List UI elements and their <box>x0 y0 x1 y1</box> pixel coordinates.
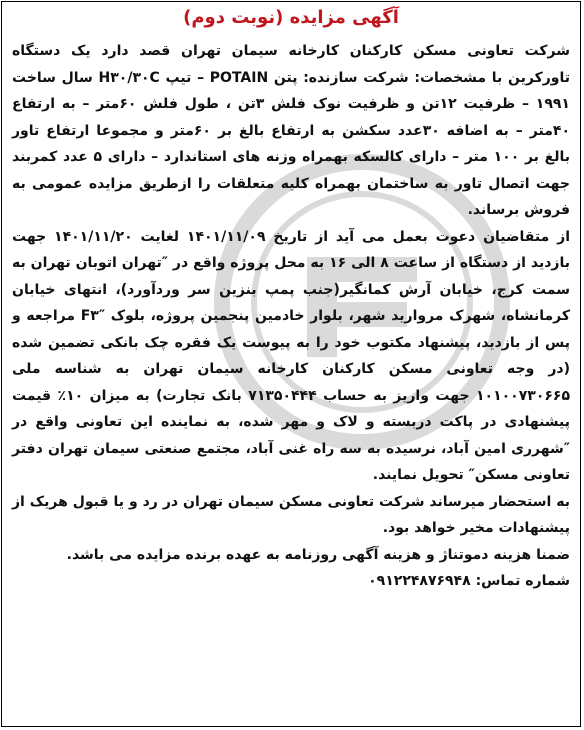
notice-paragraph-rights: به استحضار میرساند شرکت تعاونی مسکن سیمان تهران در رد و یا قبول هریک از پیشنهادات مخیر خواهد بود. <box>12 493 570 536</box>
notice-paragraph-costs: ضمنا هزینه دموتناژ و هزینه آگهی روزنامه به عهده برنده مزایده می باشد. <box>66 546 570 563</box>
ad-frame <box>1 1 581 727</box>
contact-line <box>12 568 570 595</box>
contact-phone: ۰۹۱۲۲۴۸۷۶۹۴۸ <box>368 573 471 589</box>
notice-paragraph-visit: از متقاضیان دعوت بعمل می آید از تاریخ ۱۴۰۱/۱۱/۰۹ لغایت ۱۴۰۱/۱۱/۲۰ جهت بازدید از دستگاه از ساعت ۸ الی ۱۶ به محل پروژه واقع در ″تهران اتوبان تهران به سمت کرج، خیابان آرش کمانگیر(جنب پمپ بنزین سر وردآورد)، انتهای خیابان کرمانشاه، شهرک مروارید شهر، بلوار خادمین پنجمین پروژه، بلوک F۳″ مراجعه و پس از بازدید، پیشنهاد مکتوب خود را به پیوست یک فقره چک بانکی تضمین شده (در وجه تعاونی مسکن کارکنان کارخانه سیمان تهران به شناسه ملی ۱۰۱۰۰۷۳۰۶۶۵ جهت واریز به حساب ۷۱۳۵۰۴۴۴ بانک تجارت) به میزان ۱۰٪ قیمت پیشنهادی در پاکت دربسته و لاک و مهر شده، به نماینده این تعاونی واقع در ″شهرری امین آباد، نرسیده به سه راه غنی آباد، مجتمع صنعتی سیمان تهران دفتر تعاونی مسکن″ تحویل نمایند. <box>12 228 571 483</box>
notice-paragraph-specs: شرکت تعاونی مسکن کارکنان کارخانه سیمان تهران قصد دارد یک دستگاه تاورکرین با مشخصات: شرکت سازنده: پتن POTAIN – تیپ H۳۰/۳۰C سال ساخت ۱۹۹۱ – ظرفیت ۱۲تن و ظرفیت نوک فلش ۳تن ، طول فلش ۶۰متر – به ارتفاع ۴۰متر – به اضافه ۳۰عدد سکشن به ارتفاع بالغ بر ۶۰متر و مجموعا ارتفاع تاور بالغ بر ۱۰۰ متر – دارای کالسکه بهمراه وزنه های استاندارد – دارای ۵ عدد کمربند جهت اتصال تاور به ساختمان بهمراه کلیه متعلقات را ازطریق مزایده عمومی به فروش برساند. <box>12 43 571 218</box>
notice-title: آگهی مزایده (نوبت دوم) <box>183 7 399 28</box>
contact-label: شماره تماس: <box>475 573 570 589</box>
notice-body <box>12 38 570 595</box>
